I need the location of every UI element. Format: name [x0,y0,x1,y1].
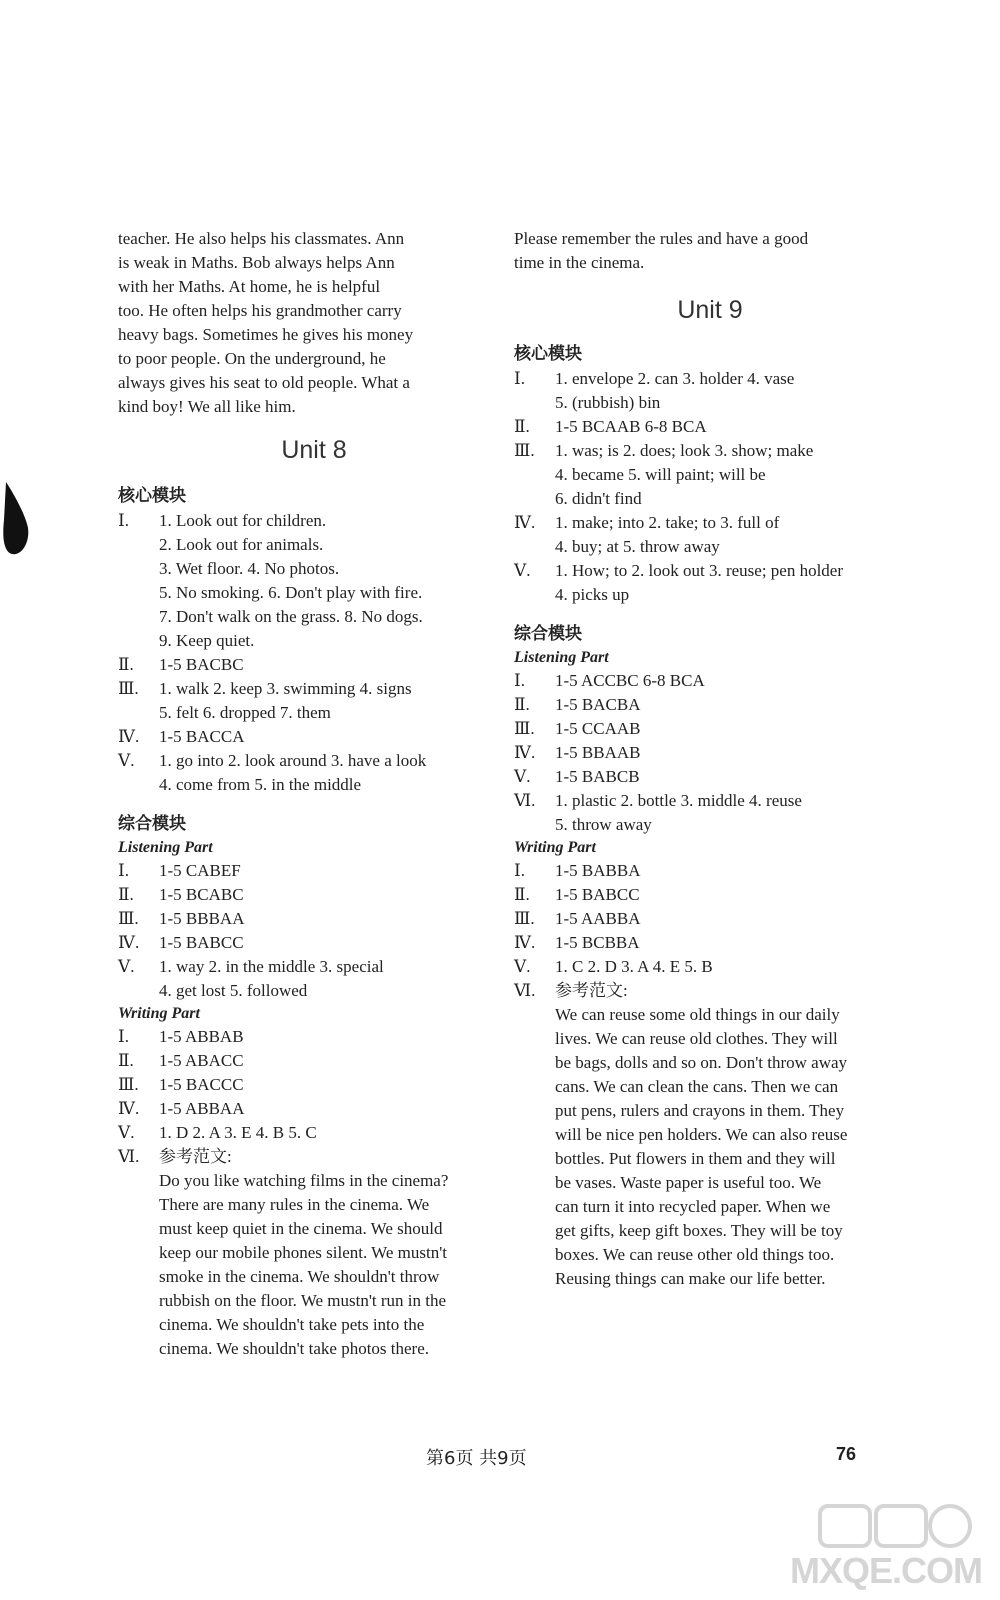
item-number: Ⅲ. [118,1075,139,1094]
unit-title: Unit 8 [281,436,347,464]
answer-line: 4. get lost 5. followed [159,981,308,1000]
answer-item [118,725,490,749]
answer-item [118,653,490,677]
item-number: Ⅴ. [118,1123,135,1142]
essay-line: get gifts, keep gift boxes. They will be toy [555,1221,843,1240]
item-number: Ⅴ. [514,767,531,786]
answer-line: 1. walk 2. keep 3. swimming 4. signs [159,679,412,698]
item-lines [555,717,886,741]
watermark-text: MXQE.COM [790,1550,983,1591]
answer-line: 1. plastic 2. bottle 3. middle 4. reuse [555,791,802,810]
item-lines [159,883,490,907]
essay-line: be bags, dolls and so on. Don't throw away [555,1053,848,1072]
text-line: heavy bags. Sometimes he gives his money [118,325,414,344]
item-lines [555,883,886,907]
answer-item [118,509,490,653]
item-lines [159,1025,490,1049]
item-number: Ⅱ. [514,885,530,904]
item-number: Ⅴ. [514,561,531,580]
item-lines [555,559,886,607]
answer-line: 1-5 BACBC [159,655,244,674]
answer-item [118,907,490,931]
answer-item [118,955,490,1003]
essay-line: put pens, rulers and crayons in them. They [555,1101,845,1120]
text-line: Please remember the rules and have a good [514,229,809,248]
item-number: Ⅲ. [118,909,139,928]
sample-essay [555,1003,886,1291]
page-number: 76 [836,1444,857,1464]
item-number: Ⅱ. [118,1051,134,1070]
answer-line: 1-5 BBAAB [555,743,641,762]
answer-item [514,789,886,837]
core-module-title: 核心模块 [514,344,582,364]
answer-line: 1-5 BCABC [159,885,244,904]
answer-item [514,907,886,931]
item-number: Ⅲ. [118,679,139,698]
item-lines [555,367,886,415]
item-lines [555,669,886,693]
item-lines [555,979,886,1003]
answer-item [514,693,886,717]
intro-paragraph [514,227,886,275]
answer-line: 1-5 BBBAA [159,909,245,928]
item-number: Ⅴ. [118,957,135,976]
sample-essay [159,1169,490,1361]
item-number: Ⅱ. [118,655,134,674]
answer-item [514,859,886,883]
left-column [118,227,490,1361]
answer-line: 1-5 BABCC [555,885,640,904]
item-lines [555,907,886,931]
item-number: Ⅲ. [514,719,535,738]
text-line: is weak in Maths. Bob always helps Ann [118,253,395,272]
answer-line: 参考范文: [555,981,628,1000]
item-number: Ⅲ. [514,909,535,928]
answer-item [118,749,490,797]
answer-item [514,415,886,439]
item-lines [159,725,490,749]
item-number: Ⅱ. [514,417,530,436]
answer-line: 1-5 BCBBA [555,933,640,952]
answer-line: 1-5 ACCBC 6-8 BCA [555,671,705,690]
item-number: Ⅰ. [514,369,525,388]
essay-line: smoke in the cinema. We shouldn't throw [159,1267,440,1286]
text-line: teacher. He also helps his classmates. Ann [118,229,405,248]
item-number: Ⅰ. [514,671,525,690]
item-number: Ⅳ. [118,1099,140,1118]
answer-line: 1-5 ABBAB [159,1027,244,1046]
core-module-title: 核心模块 [118,486,186,506]
answer-item [514,511,886,559]
answer-line: 1. D 2. A 3. E 4. B 5. C [159,1123,317,1142]
comprehensive-module-title: 综合模块 [514,624,582,644]
answer-line: 1. way 2. in the middle 3. special [159,957,384,976]
item-number: Ⅵ. [514,791,536,810]
text-line: time in the cinema. [514,253,645,272]
answer-item [514,559,886,607]
essay-line: cans. We can clean the cans. Then we can [555,1077,839,1096]
item-lines [159,931,490,955]
item-lines [555,955,886,979]
text-line: too. He often helps his grandmother carry [118,301,402,320]
answer-line: 1-5 BABCB [555,767,640,786]
essay-line: Do you like watching films in the cinema? [159,1171,449,1190]
answer-line: 1. How; to 2. look out 3. reuse; pen holder [555,561,844,580]
item-number: Ⅳ. [514,933,536,952]
answer-item [118,1121,490,1145]
unit-title: Unit 9 [677,296,743,324]
answer-line: 5. felt 6. dropped 7. them [159,703,331,722]
answer-line: 4. buy; at 5. throw away [555,537,720,556]
answer-item [118,1073,490,1097]
text-line: kind boy! We all like him. [118,397,296,416]
item-number: Ⅵ. [514,981,536,1000]
item-lines [159,1121,490,1145]
item-lines [555,741,886,765]
answer-line: 5. throw away [555,815,652,834]
answer-line: 3. Wet floor. 4. No photos. [159,559,340,578]
item-number: Ⅳ. [118,727,140,746]
answer-line: 1-5 BABBA [555,861,641,880]
answer-item [118,1097,490,1121]
answer-line: 1-5 ABBAA [159,1099,245,1118]
answer-item [514,979,886,1003]
item-number: Ⅱ. [118,885,134,904]
essay-line: cinema. We shouldn't take pets into the [159,1315,425,1334]
answer-item [118,1145,490,1169]
item-lines [159,1073,490,1097]
item-lines [555,789,886,837]
watermark-logo [790,1500,990,1590]
item-number: Ⅵ. [118,1147,140,1166]
answer-line: 4. picks up [555,585,630,604]
answer-line: 1-5 BACBA [555,695,641,714]
item-number: Ⅳ. [514,743,536,762]
item-lines [159,907,490,931]
item-lines [159,749,490,797]
answer-item [514,669,886,693]
item-lines [555,859,886,883]
answer-item [514,439,886,511]
answer-item [118,859,490,883]
item-number: Ⅰ. [118,511,129,530]
item-number: Ⅳ. [118,933,140,952]
answer-line: 6. didn't find [555,489,642,508]
item-number: Ⅱ. [514,695,530,714]
essay-line: will be nice pen holders. We can also reuse [555,1125,848,1144]
answer-line: 1. go into 2. look around 3. have a look [159,751,427,770]
answer-line: 1-5 AABBA [555,909,641,928]
item-lines [555,511,886,559]
answer-line: 7. Don't walk on the grass. 8. No dogs. [159,607,423,626]
item-lines [555,415,886,439]
item-lines [159,1145,490,1169]
answer-item [118,1049,490,1073]
answer-line: 1. make; into 2. take; to 3. full of [555,513,780,532]
essay-line: Reusing things can make our life better. [555,1269,826,1288]
answer-item [514,367,886,415]
text-line: always gives his seat to old people. What a [118,373,410,392]
answer-item [118,677,490,725]
item-lines [159,1097,490,1121]
item-number: Ⅴ. [118,751,135,770]
answer-line: 1. envelope 2. can 3. holder 4. vase [555,369,795,388]
page-label: 第6页 共9页 [426,1448,527,1469]
item-lines [159,859,490,883]
item-lines [555,765,886,789]
essay-line: boxes. We can reuse other old things too. [555,1245,835,1264]
item-lines [555,439,886,511]
essay-line: can turn it into recycled paper. When we [555,1197,831,1216]
answer-line: 1-5 BCAAB 6-8 BCA [555,417,707,436]
writing-part-title: Writing Part [514,839,596,856]
answer-line: 9. Keep quiet. [159,631,255,650]
answer-line: 参考范文: [159,1147,232,1166]
answer-line: 4. became 5. will paint; will be [555,465,766,484]
comprehensive-module-title: 综合模块 [118,814,186,834]
essay-line: cinema. We shouldn't take photos there. [159,1339,430,1358]
right-column [514,227,886,1291]
listening-part-title: Listening Part [118,839,213,856]
answer-item [514,883,886,907]
answer-line: 5. No smoking. 6. Don't play with fire. [159,583,423,602]
item-lines [555,693,886,717]
answer-item [514,931,886,955]
answer-line: 5. (rubbish) bin [555,393,661,412]
answer-line: 1-5 BACCC [159,1075,244,1094]
answer-item [514,741,886,765]
essay-line: be vases. Waste paper is useful too. We [555,1173,822,1192]
essay-line: rubbish on the floor. We mustn't run in the [159,1291,447,1310]
essay-line: bottles. Put flowers in them and they will [555,1149,836,1168]
item-lines [159,955,490,1003]
essay-line: lives. We can reuse old clothes. They will [555,1029,838,1048]
answer-item [118,883,490,907]
text-line: with her Maths. At home, he is helpful [118,277,381,296]
essay-line: We can reuse some old things in our daily [555,1005,840,1024]
answer-line: 4. come from 5. in the middle [159,775,362,794]
answer-item [118,931,490,955]
scan-edge-mark [0,480,30,560]
answer-line: 2. Look out for animals. [159,535,324,554]
answer-item [118,1025,490,1049]
intro-paragraph [118,227,490,419]
answer-line: 1-5 BACCA [159,727,245,746]
answer-item [514,955,886,979]
answer-line: 1. C 2. D 3. A 4. E 5. B [555,957,713,976]
listening-part-title: Listening Part [514,649,609,666]
answer-line: 1-5 BABCC [159,933,244,952]
item-number: Ⅰ. [118,1027,129,1046]
item-lines [555,931,886,955]
item-lines [159,1049,490,1073]
essay-line: There are many rules in the cinema. We [159,1195,430,1214]
item-lines [159,677,490,725]
answer-line: 1. Look out for children. [159,511,327,530]
answer-line: 1-5 ABACC [159,1051,244,1070]
item-number: Ⅴ. [514,957,531,976]
essay-line: keep our mobile phones silent. We mustn't [159,1243,447,1262]
answer-line: 1-5 CABEF [159,861,241,880]
writing-part-title: Writing Part [118,1005,200,1022]
item-lines [159,653,490,677]
answer-line: 1-5 CCAAB [555,719,641,738]
answer-line: 1. was; is 2. does; look 3. show; make [555,441,814,460]
item-number: Ⅲ. [514,441,535,460]
essay-line: must keep quiet in the cinema. We should [159,1219,443,1238]
answer-item [514,717,886,741]
item-number: Ⅰ. [118,861,129,880]
item-number: Ⅳ. [514,513,536,532]
answer-item [514,765,886,789]
item-number: Ⅰ. [514,861,525,880]
text-line: to poor people. On the underground, he [118,349,386,368]
item-lines [159,509,490,653]
